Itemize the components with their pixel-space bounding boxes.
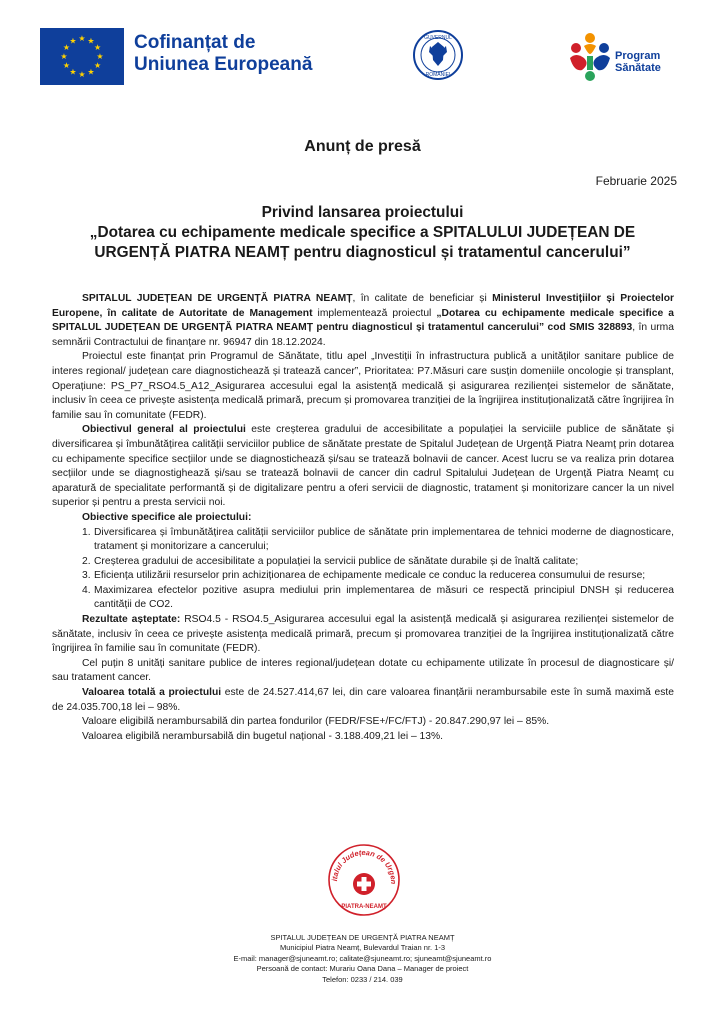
expected-results-paragraph	[52, 613, 674, 657]
document-date: Februarie 2025	[595, 174, 677, 188]
list-item-text: Maximizarea efectelor pozitive asupra mediului prin implementarea de măsuri ce respectă principiul DNSH și reducerea cantității de CO2.	[94, 584, 674, 611]
program-sanatate-text	[615, 50, 661, 74]
funding-paragraph: Proiectul este finanțat prin Programul de Sănătate, titlu apel „Investiții în infrastructura publică a unităților sanitare publice de interes regional/ județean care diagnostichează și tratează cancer”, Prioritatea: P7.Măsuri care susțin domeniile oncologie și transplant, Operațiune: PS_P7_RSO4.5_A12_Asigurarea accesului egal la asistență medicală și asigurarea rezilienței sistemelor de sănătate, inclusiv în ceea ce privește asistența medicală primară, precum și promovarea tranziției de la îngrijirea instituționalizată către îngrijirea în familie sau în comunitate (FEDR).	[52, 351, 674, 421]
total-value-label: Valoarea totală a proiectului	[82, 687, 222, 699]
eu-star-icon: ★	[96, 52, 104, 61]
expected-results-label: Rezultate așteptate:	[82, 614, 181, 626]
list-item	[82, 526, 674, 555]
list-item	[82, 584, 674, 613]
units-paragraph: Cel puțin 8 unități sanitare publice de interes regional/județean dotate cu echipamente utilizate în procesul de diagnosticare și/ sau tratament cancer.	[52, 657, 674, 684]
subtitle-line-3: URGENȚĂ PIATRA NEAMȚ pentru diagnosticul și tratamentul cancerului”	[94, 244, 631, 261]
eu-star-icon: ★	[62, 43, 70, 52]
general-objective-paragraph	[52, 423, 674, 511]
intro-text-1: , în calitate de beneficiar și	[352, 293, 493, 304]
subtitle-line-1: Privind lansarea proiectului	[261, 204, 464, 221]
subtitle-line-2: „Dotarea cu echipamente medicale specifice a SPITALULUI JUDEȚEAN DE	[89, 224, 636, 241]
project-subtitle	[40, 203, 685, 263]
specific-objectives-list	[82, 526, 674, 614]
eu-star-icon: ★	[94, 61, 102, 70]
government-seal-icon	[413, 30, 463, 80]
eu-line-2: Uniunea Europeană	[134, 54, 313, 75]
footer-contact-person: Persoană de contact: Murariu Oana Dana – Manager de proiect	[256, 964, 469, 974]
eu-star-icon: ★	[87, 67, 95, 77]
beneficiary-name: SPITALUL JUDEȚEAN DE URGENȚĂ PIATRA NEAMȚ	[82, 293, 353, 304]
list-item	[82, 569, 674, 584]
page-title: Anunț de presă	[304, 138, 421, 155]
press-release-body	[52, 292, 674, 744]
list-item-number: 1.	[82, 526, 91, 538]
svg-text:PIATRA-NEAMȚ: PIATRA-NEAMȚ	[341, 904, 387, 910]
intro-text-2: implementează proiectul	[312, 307, 437, 319]
total-value-paragraph	[52, 686, 674, 715]
eu-cofinancing-text	[134, 32, 312, 76]
svg-text:ROMÂNIEI: ROMÂNIEI	[425, 72, 451, 78]
svg-text:GUVERNUL: GUVERNUL	[424, 35, 452, 41]
footer-emails: E-mail: manager@sjuneamt.ro; calitate@sjuneamt.ro; sjuneamt@sjuneamt.ro	[233, 953, 492, 963]
eu-star-icon: ★	[62, 61, 70, 70]
eu-star-icon: ★	[60, 52, 68, 61]
eu-funds-value-paragraph: Valoare eligibilă nerambursabilă din partea fondurilor (FEDR/FSE+/FC/FTJ) - 20.847.290,97 lei – 85%.	[82, 716, 550, 728]
eu-star-icon: ★	[69, 67, 77, 77]
hospital-stamp-icon	[325, 840, 403, 918]
svg-text:Spitalul Județean de Urgență: italul Județean de Urgen	[329, 847, 399, 885]
specific-objectives-title: Obiective specifice ale proiectului:	[82, 511, 252, 523]
list-item-text: Creșterea gradului de accesibilitate a populației la servicii publice de sănătate durabile și de înaltă calitate;	[94, 555, 579, 567]
total-value-text: este de 24.527.414,67 lei, din care valoarea finanțării nerambursabile este în sumă maximă este de 24.035.700,18 lei – 98%.	[52, 687, 674, 713]
footer-contact	[0, 933, 725, 985]
expected-results-text: RSO4.5 - RSO4.5_Asigurarea accesului egal la asistență medicală și asigurarea rezilienței sistemelor de sănătate, inclusiv în ceea ce privește asistența medicală primară, precum și promovarea tranziției de la îngrijirea instituționalizată către îngrijirea în familie sau în comunitate (FEDR).	[52, 614, 674, 655]
intro-text-3: , în urma semnării Contractului de finanțare nr. 96947 din 18.12.2024.	[52, 322, 674, 348]
list-item-number: 2.	[82, 555, 91, 567]
project-name-code: „Dotarea cu echipamente medicale specifice a SPITALUL JUDEȚEAN DE URGENȚĂ PIATRA NEAMȚ pentru diagnosticul și tratamentul cancerului” cod SMIS 328893	[52, 307, 674, 334]
footer-hospital-name: SPITALUL JUDEȚEAN DE URGENȚĂ PIATRA NEAMȚ	[270, 933, 455, 942]
eu-star-icon: ★	[94, 43, 102, 52]
list-item-number: 3.	[82, 570, 91, 582]
eu-star-icon: ★	[78, 70, 86, 79]
eu-flag-icon	[40, 28, 124, 85]
eu-star-icon: ★	[87, 36, 95, 46]
eu-star-icon: ★	[69, 36, 77, 46]
program-sanatate-logo-icon	[562, 28, 618, 84]
eu-line-1: Cofinanțat de	[134, 32, 256, 53]
header-logos	[40, 28, 685, 90]
program-line-2: Sănătate	[615, 62, 661, 74]
national-budget-value-paragraph: Valoarea eligibilă nerambursabilă din bugetul național - 3.188.409,21 lei – 13%.	[82, 730, 444, 742]
general-objective-label: Obiectivul general al proiectului	[82, 424, 246, 436]
managing-authority: Ministerul Investițiilor și Proiectelor Europene, în calitate de Autoritate de Management	[52, 293, 674, 319]
list-item	[82, 555, 674, 570]
intro-paragraph	[52, 292, 674, 350]
general-objective-text: este creșterea gradului de accesibilitate a populației la serviciile publice de sănătate și diversificarea și îmbunătățirea calității serviciilor publice de sănătate prestate de Spitalul Județean de Urgență Piatra Neamț prin dotarea cu echipamente specifice secțiilor unde se diagnostichează și/sau se tratează bolnavii de cancer. Acest lucru se va realiza prin dotarea secțiilor unde se diagnostighează și/sau se tratează bolnavii de cancer din cadrul Spitalului Județean de Urgență Piatra Neamț cu aparatură de specialitate performantă și de digitalizare pentru a oferi servicii de diagnostic, tratament și monitorizare cancer la un nivel superior și pentru a presta servicii noi.	[52, 424, 674, 509]
list-item-text: Eficiența utilizării resurselor prin achiziționarea de echipamente medicale ce conduc la reducerea consumului de resurse;	[94, 570, 646, 582]
list-item-number: 4.	[82, 584, 91, 596]
eu-star-icon: ★	[78, 34, 86, 43]
footer-phone: Telefon: 0233 / 214. 039	[322, 974, 403, 984]
footer-address: Municipiul Piatra Neamț, Bulevardul Traian nr. 1-3	[279, 943, 446, 953]
program-line-1: Program	[615, 50, 661, 62]
list-item-text: Diversificarea și îmbunătățirea calității serviciilor publice de sănătate prin implementarea de tehnici moderne de diagnosticare, tratament și monitorizare a cancerului;	[94, 526, 674, 553]
